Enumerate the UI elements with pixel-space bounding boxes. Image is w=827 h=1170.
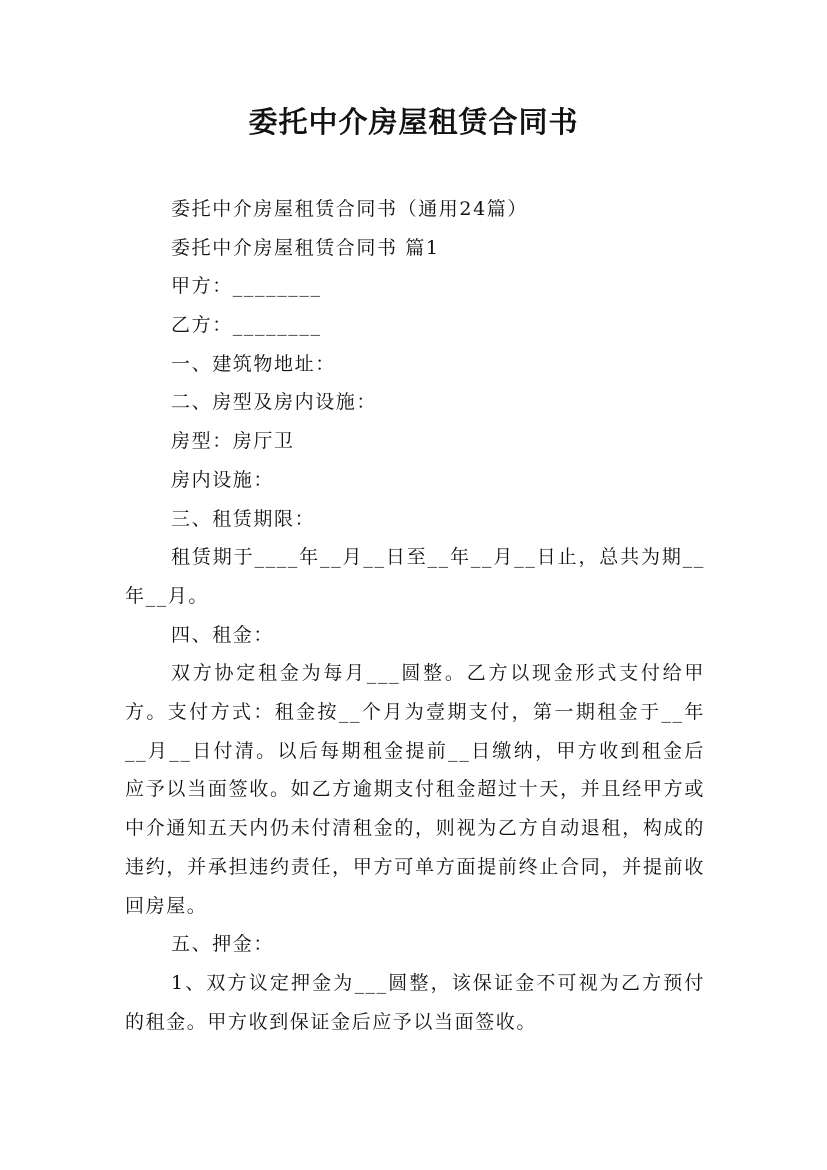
- document-title: 委托中介房屋租赁合同书: [248, 105, 579, 139]
- rent-paragraph: 双方协定租金为每月___圆整。乙方以现金形式支付给甲方。支付方式：租金按__个月为壹期支付，第一期租金于__年__月__日付清。以后每期租金提前__日缴纳，甲方收到租金后应予以当面签收。如乙方逾期支付租金超过十天，并且经甲方或中介通知五天内仍未付清租金的，则视为乙方自动退租，构成的违约，并承担违约责任，甲方可单方面提前终止合同，并提前收回房屋。: [125, 662, 705, 917]
- room-type-line: 房型：房厅卫: [171, 430, 295, 453]
- clause-heading-address: 一、建筑物地址：: [171, 352, 336, 375]
- document-body: [125, 190, 705, 1041]
- section-heading: 委托中介房屋租赁合同书 篇1: [171, 236, 440, 259]
- party-b-line: 乙方：________: [171, 314, 322, 337]
- document-subtitle: 委托中介房屋租赁合同书（通用24篇）: [171, 198, 528, 220]
- clause-heading-room: 二、房型及房内设施：: [171, 391, 378, 414]
- clause-heading-term: 三、租赁期限：: [171, 507, 316, 530]
- deposit-paragraph: 1、双方议定押金为___圆整，该保证金不可视为乙方预付的租金。甲方收到保证金后应予以当面签收。: [125, 971, 705, 1033]
- facilities-line: 房内设施：: [171, 468, 275, 491]
- clause-heading-deposit: 五、押金：: [171, 933, 275, 956]
- lease-term-paragraph: 租赁期于____年__月__日至__年__月__日止，总共为期__年__月。: [125, 546, 705, 607]
- clause-heading-rent: 四、租金：: [171, 623, 275, 646]
- party-a-line: 甲方：________: [171, 275, 322, 298]
